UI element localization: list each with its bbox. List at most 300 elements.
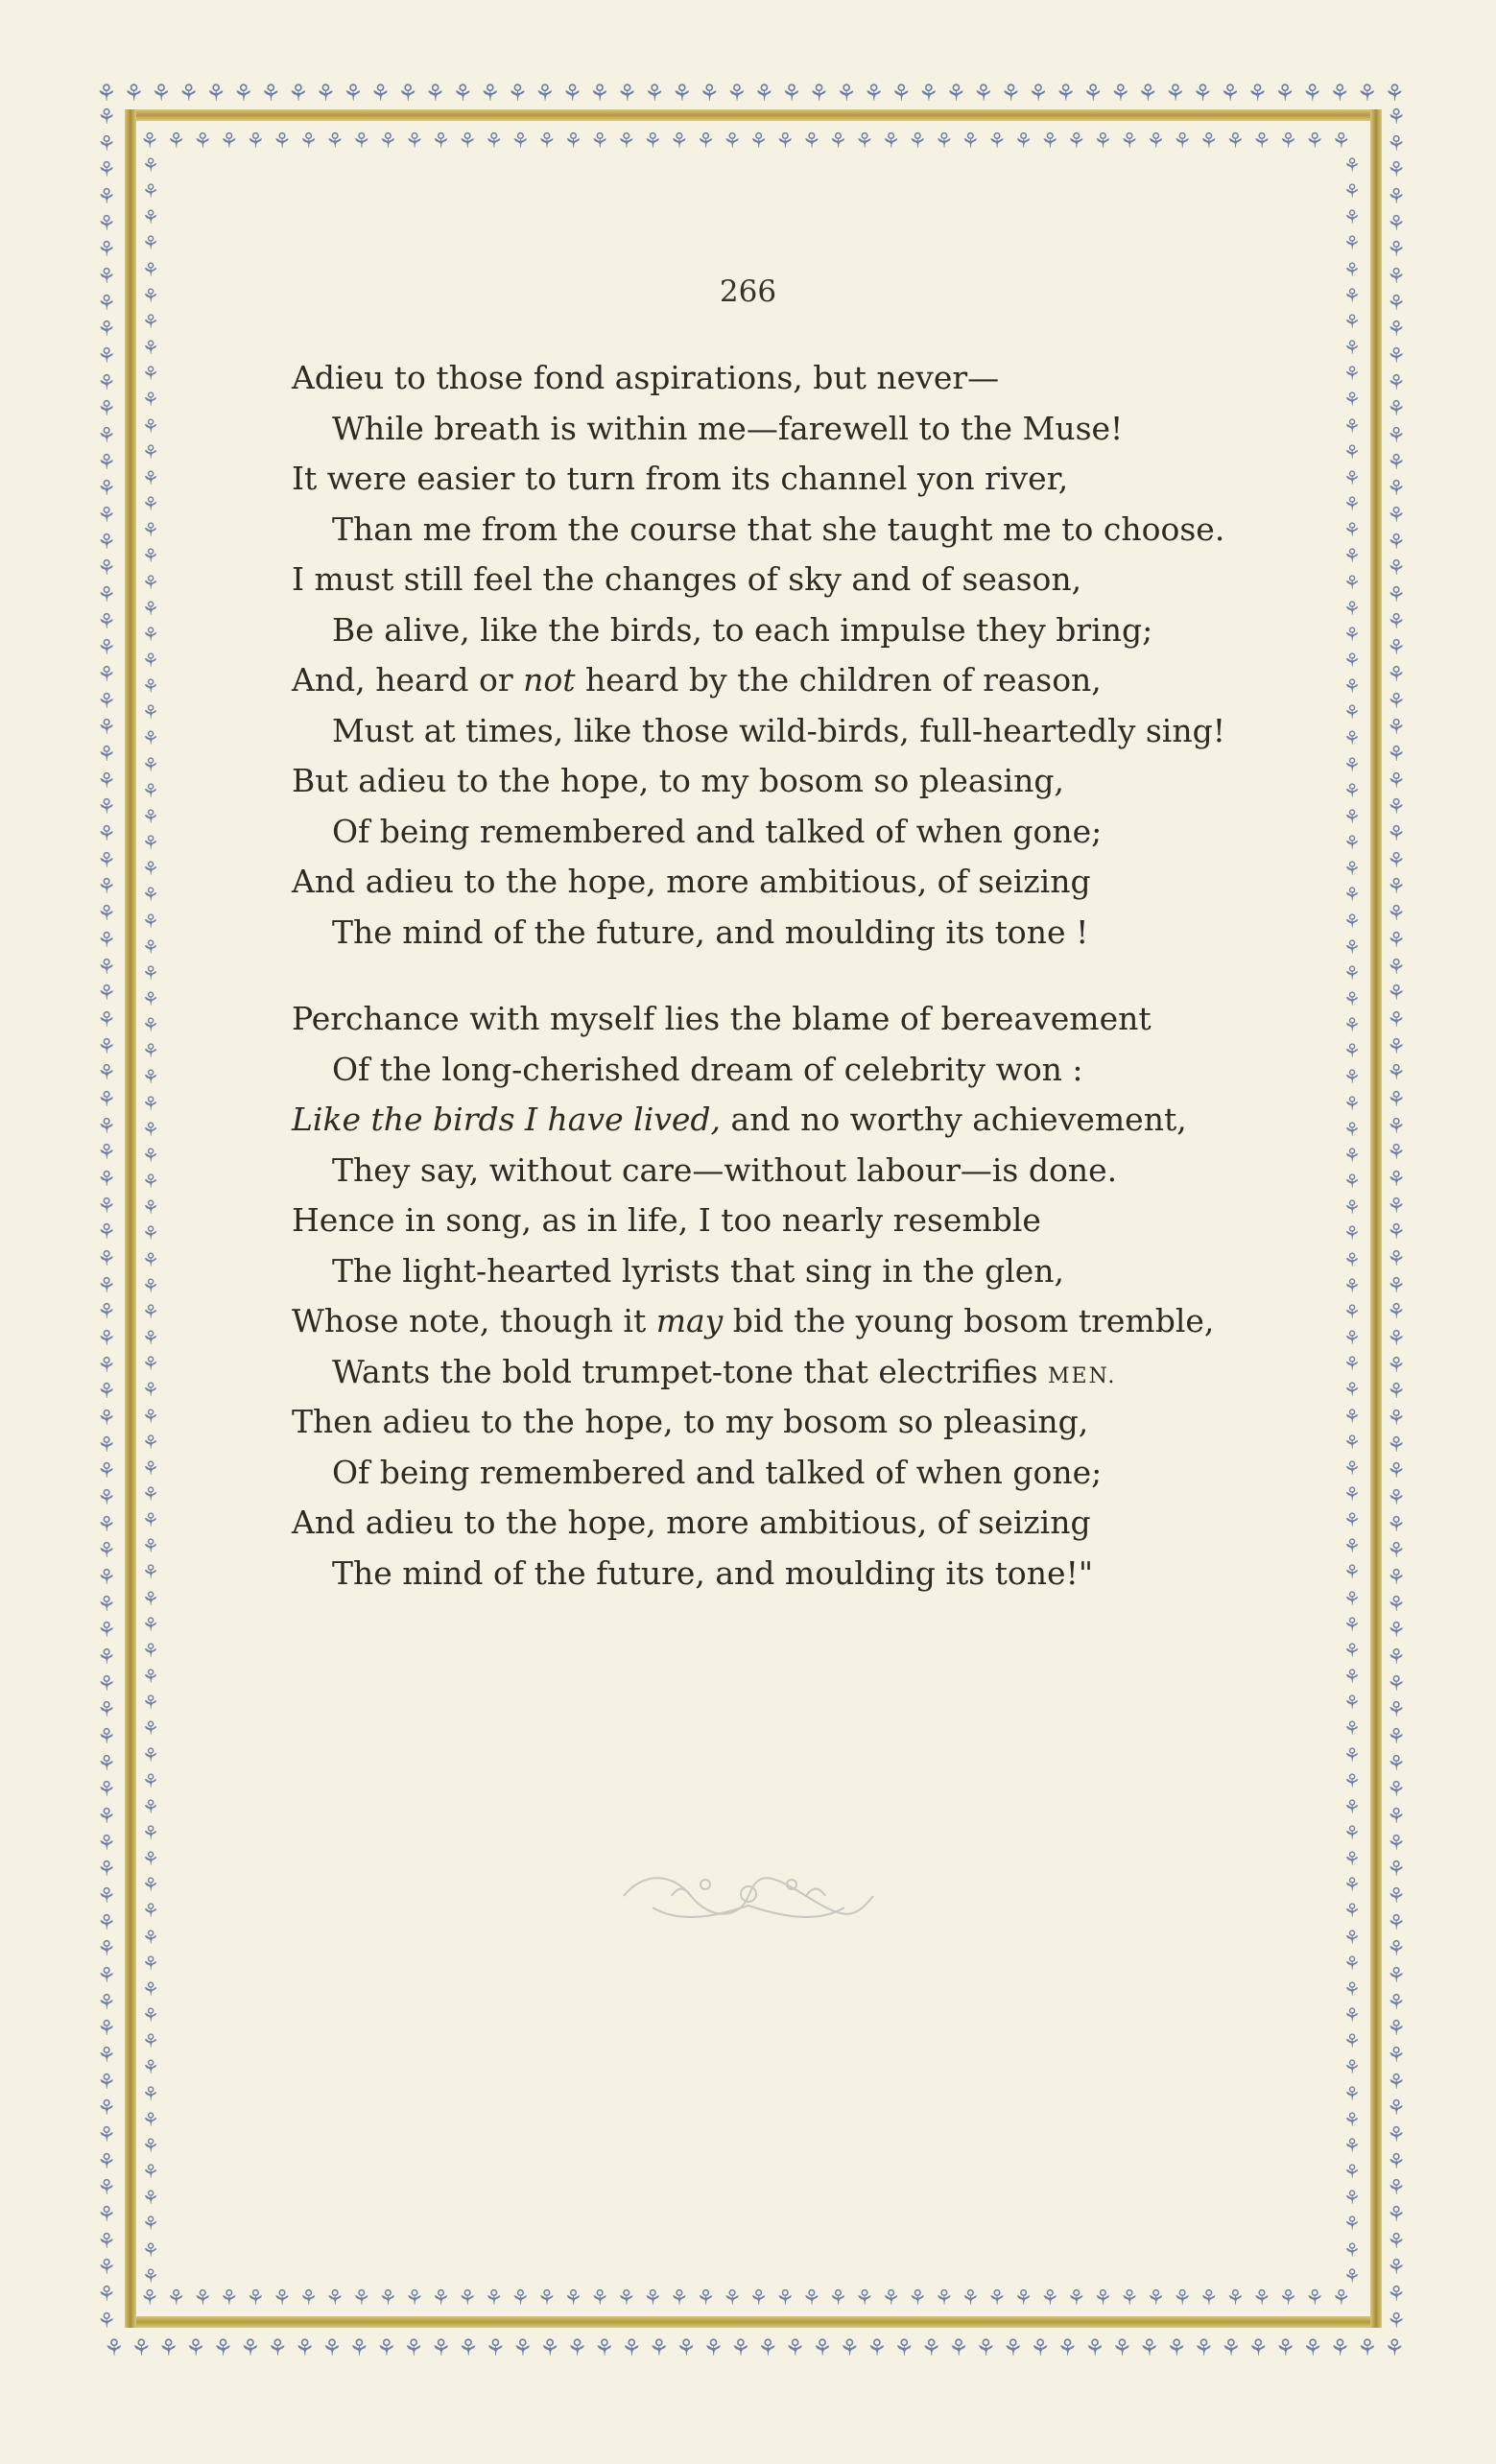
ornament-glyph-icon: ⚘ bbox=[1343, 1977, 1361, 2001]
ornament-glyph-icon: ⚘ bbox=[1199, 130, 1219, 154]
ornament-glyph-icon: ⚘ bbox=[1331, 2286, 1351, 2310]
ornament-glyph-icon: ⚘ bbox=[1387, 2256, 1406, 2281]
ornament-glyph-icon: ⚘ bbox=[908, 130, 927, 154]
ornament-glyph-icon: ⚘ bbox=[1387, 1698, 1406, 1723]
ornament-glyph-icon: ⚘ bbox=[566, 2334, 588, 2361]
ornament-glyph-icon: ⚘ bbox=[1387, 1114, 1406, 1139]
ornament-glyph-icon: ⚘ bbox=[1305, 2286, 1324, 2310]
ornament-glyph-icon: ⚘ bbox=[97, 1805, 116, 1829]
ornament-glyph-icon: ⚘ bbox=[142, 596, 159, 620]
gold-rule-right bbox=[1370, 109, 1382, 2328]
ornament-glyph-icon: ⚘ bbox=[1343, 987, 1361, 1010]
ornament-glyph-icon: ⚘ bbox=[97, 663, 116, 688]
ornament-glyph-icon: ⚘ bbox=[97, 1671, 116, 1696]
ornament-glyph-icon: ⚘ bbox=[1343, 1847, 1361, 1871]
ornament-glyph-icon: ⚘ bbox=[97, 158, 116, 183]
ornament-glyph-icon: ⚘ bbox=[511, 2334, 534, 2361]
ornament-glyph-icon: ⚘ bbox=[1137, 80, 1158, 107]
ornament-glyph-icon: ⚘ bbox=[97, 1831, 116, 1856]
ornament-glyph-icon: ⚘ bbox=[166, 130, 186, 154]
ornament-glyph-icon: ⚘ bbox=[934, 2286, 954, 2310]
ornament-glyph-icon: ⚘ bbox=[142, 1378, 159, 1402]
ornament-glyph-icon: ⚘ bbox=[142, 1456, 159, 1480]
ornament-glyph-icon: ⚘ bbox=[1387, 769, 1406, 794]
ornament-glyph-icon: ⚘ bbox=[961, 2286, 981, 2310]
ornament-glyph-icon: ⚘ bbox=[430, 2334, 452, 2361]
ornament-glyph-icon: ⚘ bbox=[1251, 2286, 1271, 2310]
ornament-glyph-icon: ⚘ bbox=[351, 2286, 371, 2310]
ornament-glyph-icon: ⚘ bbox=[1343, 414, 1361, 438]
ornament-glyph-icon: ⚘ bbox=[594, 2334, 615, 2361]
ornament-glyph-icon: ⚘ bbox=[142, 1508, 159, 1532]
ornament-glyph-icon: ⚘ bbox=[855, 130, 874, 154]
ornament-glyph-icon: ⚘ bbox=[1193, 2334, 1215, 2361]
ornament-glyph-icon: ⚘ bbox=[1343, 544, 1361, 568]
ornament-glyph-icon: ⚘ bbox=[97, 1406, 116, 1431]
ornament-glyph-icon: ⚘ bbox=[1343, 1013, 1361, 1037]
ornament-glyph-icon: ⚘ bbox=[1384, 2334, 1405, 2361]
ornament-glyph-icon: ⚘ bbox=[1343, 492, 1361, 516]
poem-body bbox=[292, 353, 1232, 1599]
ornament-glyph-icon: ⚘ bbox=[1387, 1273, 1406, 1298]
ornament-glyph-icon: ⚘ bbox=[142, 1091, 159, 1115]
ornament-glyph-icon: ⚘ bbox=[1343, 752, 1361, 776]
ornament-glyph-icon: ⚘ bbox=[1387, 424, 1406, 449]
gold-rule-bottom bbox=[125, 2316, 1382, 2328]
ornament-glyph-icon: ⚘ bbox=[1343, 1221, 1361, 1245]
ornament-glyph-icon: ⚘ bbox=[298, 2286, 319, 2310]
ornament-glyph-icon: ⚘ bbox=[397, 80, 418, 107]
ornament-glyph-icon: ⚘ bbox=[142, 648, 159, 672]
ornament-glyph-icon: ⚘ bbox=[97, 2149, 116, 2174]
ornament-glyph-icon: ⚘ bbox=[1387, 1326, 1406, 1351]
ornament-glyph-icon: ⚘ bbox=[142, 2133, 159, 2157]
ornament-glyph-icon: ⚘ bbox=[775, 2286, 795, 2310]
ornament-glyph-icon: ⚘ bbox=[1387, 1751, 1406, 1776]
ornament-glyph-icon: ⚘ bbox=[729, 2334, 751, 2361]
ornament-glyph-icon: ⚘ bbox=[1343, 1586, 1361, 1610]
ornament-glyph-icon: ⚘ bbox=[97, 1884, 116, 1909]
ornament-glyph-icon: ⚘ bbox=[1343, 1899, 1361, 1923]
ornament-glyph-icon: ⚘ bbox=[1387, 265, 1406, 290]
ornament-glyph-icon: ⚘ bbox=[1387, 848, 1406, 873]
ornament-glyph-icon: ⚘ bbox=[836, 80, 857, 107]
ornament-glyph-icon: ⚘ bbox=[1343, 283, 1361, 307]
ornament-glyph-icon: ⚘ bbox=[669, 2286, 689, 2310]
ornament-glyph-icon: ⚘ bbox=[142, 2160, 159, 2184]
ornament-glyph-icon: ⚘ bbox=[142, 700, 159, 724]
ornament-glyph-icon: ⚘ bbox=[1387, 1087, 1406, 1112]
ornament-glyph-icon: ⚘ bbox=[1343, 2029, 1361, 2053]
poem-line: Adieu to those fond aspirations, but never— bbox=[292, 359, 1000, 396]
ornament-glyph-icon: ⚘ bbox=[1343, 1691, 1361, 1715]
ornament-glyph-icon: ⚘ bbox=[142, 987, 159, 1010]
ornament-glyph-icon: ⚘ bbox=[1166, 2334, 1187, 2361]
ornament-glyph-icon: ⚘ bbox=[696, 130, 716, 154]
ornament-glyph-icon: ⚘ bbox=[563, 2286, 583, 2310]
poem-line: Of the long-cherished dream of celebrity won : bbox=[332, 1050, 1083, 1088]
ornament-glyph-icon: ⚘ bbox=[1066, 2286, 1086, 2310]
ornament-glyph-icon: ⚘ bbox=[142, 935, 159, 959]
ornament-glyph-icon: ⚘ bbox=[1225, 130, 1246, 154]
ornament-glyph-icon: ⚘ bbox=[1343, 596, 1361, 620]
ornament-glyph-icon: ⚘ bbox=[948, 2334, 969, 2361]
ornament-glyph-icon: ⚘ bbox=[534, 80, 556, 107]
ornament-glyph-icon: ⚘ bbox=[97, 1937, 116, 1962]
ornament-glyph-icon: ⚘ bbox=[1343, 257, 1361, 281]
ornament-glyph-icon: ⚘ bbox=[142, 439, 159, 463]
ornament-glyph-icon: ⚘ bbox=[1138, 2334, 1160, 2361]
ornament-glyph-icon: ⚘ bbox=[1387, 1964, 1406, 1989]
ornament-glyph-icon: ⚘ bbox=[97, 743, 116, 768]
ornament-glyph-icon: ⚘ bbox=[142, 1612, 159, 1636]
ornament-glyph-icon: ⚘ bbox=[97, 1858, 116, 1883]
ornament-glyph-icon: ⚘ bbox=[1387, 1034, 1406, 1059]
ornament-glyph-icon: ⚘ bbox=[97, 370, 116, 395]
ornament-glyph-icon: ⚘ bbox=[1387, 185, 1406, 210]
ornament-glyph-icon: ⚘ bbox=[97, 928, 116, 953]
ornament-glyph-icon: ⚘ bbox=[1387, 716, 1406, 741]
ornament-glyph-icon: ⚘ bbox=[1387, 158, 1406, 183]
ornament-glyph-icon: ⚘ bbox=[142, 1039, 159, 1063]
ornament-glyph-icon: ⚘ bbox=[97, 902, 116, 927]
ornament-glyph-icon: ⚘ bbox=[1066, 130, 1086, 154]
ornament-glyph-icon: ⚘ bbox=[97, 716, 116, 741]
ornament-glyph-icon: ⚘ bbox=[536, 2286, 557, 2310]
ornament-border-bottom-outer bbox=[104, 2334, 1405, 2362]
ornament-glyph-icon: ⚘ bbox=[1221, 2334, 1242, 2361]
ornament-glyph-icon: ⚘ bbox=[1343, 465, 1361, 489]
ornament-glyph-icon: ⚘ bbox=[142, 1534, 159, 1558]
ornament-glyph-icon: ⚘ bbox=[1343, 336, 1361, 360]
ornament-glyph-icon: ⚘ bbox=[1343, 2107, 1361, 2131]
ornament-glyph-icon: ⚘ bbox=[378, 130, 398, 154]
ornament-glyph-icon: ⚘ bbox=[1343, 1299, 1361, 1323]
ornament-glyph-icon: ⚘ bbox=[1343, 883, 1361, 907]
ornament-glyph-icon: ⚘ bbox=[193, 130, 212, 154]
ornament-glyph-icon: ⚘ bbox=[485, 2334, 506, 2361]
ornament-glyph-icon: ⚘ bbox=[1343, 1430, 1361, 1454]
ornament-glyph-icon: ⚘ bbox=[142, 831, 159, 855]
ornament-glyph-icon: ⚘ bbox=[97, 875, 116, 900]
ornament-glyph-icon: ⚘ bbox=[325, 2286, 344, 2310]
ornament-glyph-icon: ⚘ bbox=[1013, 2286, 1033, 2310]
ornament-glyph-icon: ⚘ bbox=[1343, 309, 1361, 333]
ornament-glyph-icon: ⚘ bbox=[97, 1619, 116, 1644]
ornament-glyph-icon: ⚘ bbox=[97, 291, 116, 316]
ornament-glyph-icon: ⚘ bbox=[142, 257, 159, 281]
ornament-glyph-icon: ⚘ bbox=[424, 80, 446, 107]
ornament-glyph-icon: ⚘ bbox=[1040, 2286, 1059, 2310]
ornament-glyph-icon: ⚘ bbox=[97, 982, 116, 1007]
ornament-border-left-outer bbox=[92, 107, 121, 2334]
poem-line: And adieu to the hope, more ambitious, of seizing bbox=[292, 863, 1091, 900]
ornament-glyph-icon: ⚘ bbox=[431, 2286, 451, 2310]
ornament-glyph-icon: ⚘ bbox=[97, 238, 116, 263]
ornament-glyph-icon: ⚘ bbox=[1387, 2203, 1406, 2228]
ornament-glyph-icon: ⚘ bbox=[1343, 2238, 1361, 2262]
ornament-glyph-icon: ⚘ bbox=[987, 2286, 1007, 2310]
ornament-glyph-icon: ⚘ bbox=[893, 2334, 914, 2361]
ornament-glyph-icon: ⚘ bbox=[1199, 2286, 1219, 2310]
ornament-glyph-icon: ⚘ bbox=[97, 1114, 116, 1139]
ornament-glyph-icon: ⚘ bbox=[142, 1768, 159, 1792]
ornament-glyph-icon: ⚘ bbox=[1387, 291, 1406, 316]
ornament-glyph-icon: ⚘ bbox=[1387, 1910, 1406, 1935]
ornament-glyph-icon: ⚘ bbox=[1013, 130, 1033, 154]
ornament-glyph-icon: ⚘ bbox=[142, 1299, 159, 1323]
ornament-glyph-icon: ⚘ bbox=[142, 1821, 159, 1844]
ornament-glyph-icon: ⚘ bbox=[404, 2286, 424, 2310]
ornament-glyph-icon: ⚘ bbox=[1387, 1645, 1406, 1670]
poem-line: I must still feel the changes of sky and of season, bbox=[292, 560, 1082, 598]
ornament-glyph-icon: ⚘ bbox=[1387, 450, 1406, 475]
ornament-glyph-icon: ⚘ bbox=[97, 131, 116, 156]
ornament-glyph-icon: ⚘ bbox=[142, 1560, 159, 1584]
ornament-glyph-icon: ⚘ bbox=[1387, 1831, 1406, 1856]
ornament-glyph-icon: ⚘ bbox=[97, 822, 116, 847]
ornament-glyph-icon: ⚘ bbox=[142, 205, 159, 229]
ornament-glyph-icon: ⚘ bbox=[97, 185, 116, 210]
ornament-glyph-icon: ⚘ bbox=[97, 1778, 116, 1803]
poem-line: The mind of the future, and moulding its tone ! bbox=[332, 912, 1089, 951]
ornament-glyph-icon: ⚘ bbox=[1387, 238, 1406, 263]
ornament-glyph-icon: ⚘ bbox=[1343, 1821, 1361, 1844]
ornament-glyph-icon: ⚘ bbox=[1387, 1724, 1406, 1749]
ornament-glyph-icon: ⚘ bbox=[1387, 663, 1406, 688]
ornament-glyph-icon: ⚘ bbox=[1343, 1456, 1361, 1480]
ornament-glyph-icon: ⚘ bbox=[142, 1899, 159, 1923]
ornament-glyph-icon: ⚘ bbox=[1356, 80, 1378, 107]
ornament-glyph-icon: ⚘ bbox=[1220, 80, 1241, 107]
ornament-glyph-icon: ⚘ bbox=[1082, 80, 1104, 107]
stanza bbox=[292, 994, 1232, 1599]
ornament-glyph-icon: ⚘ bbox=[1343, 2133, 1361, 2157]
ornament-glyph-icon: ⚘ bbox=[142, 1977, 159, 2001]
ornament-glyph-icon: ⚘ bbox=[881, 2286, 901, 2310]
ornament-glyph-icon: ⚘ bbox=[1387, 2283, 1406, 2308]
ornament-glyph-icon: ⚘ bbox=[1387, 928, 1406, 953]
ornament-glyph-icon: ⚘ bbox=[142, 1925, 159, 1949]
ornament-glyph-icon: ⚘ bbox=[1343, 1873, 1361, 1897]
poem-line: They say, without care—without labour—is done. bbox=[332, 1150, 1118, 1189]
ornament-glyph-icon: ⚘ bbox=[1387, 318, 1406, 343]
ornament-glyph-icon: ⚘ bbox=[142, 2107, 159, 2131]
ornament-glyph-icon: ⚘ bbox=[142, 518, 159, 542]
ornament-glyph-icon: ⚘ bbox=[97, 504, 116, 529]
ornament-glyph-icon: ⚘ bbox=[142, 1873, 159, 1897]
ornament-glyph-icon: ⚘ bbox=[1387, 822, 1406, 847]
ornament-glyph-icon: ⚘ bbox=[1343, 1534, 1361, 1558]
ornament-glyph-icon: ⚘ bbox=[801, 2286, 821, 2310]
ornament-glyph-icon: ⚘ bbox=[1343, 205, 1361, 229]
ornament-glyph-icon: ⚘ bbox=[97, 2017, 116, 2042]
poem-line bbox=[292, 1095, 1232, 1146]
ornament-glyph-icon: ⚘ bbox=[97, 530, 116, 555]
ornament-glyph-icon: ⚘ bbox=[97, 1724, 116, 1749]
ornament-glyph-icon: ⚘ bbox=[97, 2070, 116, 2095]
ornament-glyph-icon: ⚘ bbox=[142, 1404, 159, 1428]
ornament-glyph-icon: ⚘ bbox=[246, 2286, 266, 2310]
ornament-glyph-icon: ⚘ bbox=[1343, 231, 1361, 255]
ornament-glyph-icon: ⚘ bbox=[539, 2334, 560, 2361]
ornament-border-right-inner bbox=[1340, 155, 1365, 2286]
ornament-glyph-icon: ⚘ bbox=[97, 2203, 116, 2228]
ornament-glyph-icon: ⚘ bbox=[1343, 1143, 1361, 1167]
ornament-border-right-outer bbox=[1382, 107, 1411, 2334]
ornament-glyph-icon: ⚘ bbox=[1387, 982, 1406, 1007]
ornament-glyph-icon: ⚘ bbox=[1173, 130, 1192, 154]
ornament-glyph-icon: ⚘ bbox=[142, 2212, 159, 2236]
ornament-glyph-icon: ⚘ bbox=[97, 609, 116, 634]
ornament-glyph-icon: ⚘ bbox=[1387, 397, 1406, 422]
ornament-glyph-icon: ⚘ bbox=[142, 2055, 159, 2079]
ornament-glyph-icon: ⚘ bbox=[1387, 2149, 1406, 2174]
ornament-glyph-icon: ⚘ bbox=[1057, 2334, 1079, 2361]
ornament-glyph-icon: ⚘ bbox=[563, 130, 583, 154]
ornament-glyph-icon: ⚘ bbox=[97, 636, 116, 661]
ornament-glyph-icon: ⚘ bbox=[142, 1638, 159, 1662]
ornament-glyph-icon: ⚘ bbox=[863, 80, 885, 107]
ornament-glyph-icon: ⚘ bbox=[1387, 2044, 1406, 2069]
ornament-glyph-icon: ⚘ bbox=[1387, 1061, 1406, 1086]
ornament-glyph-icon: ⚘ bbox=[616, 2286, 636, 2310]
ornament-glyph-icon: ⚘ bbox=[97, 424, 116, 449]
ornament-glyph-icon: ⚘ bbox=[142, 2029, 159, 2053]
ornament-glyph-icon: ⚘ bbox=[1343, 155, 1361, 177]
ornament-glyph-icon: ⚘ bbox=[458, 2286, 477, 2310]
ornament-glyph-icon: ⚘ bbox=[142, 883, 159, 907]
ornament-glyph-icon: ⚘ bbox=[975, 2334, 997, 2361]
ornament-glyph-icon: ⚘ bbox=[1387, 2097, 1406, 2121]
ornament-glyph-icon: ⚘ bbox=[1384, 80, 1405, 107]
ornament-glyph-icon: ⚘ bbox=[1387, 1858, 1406, 1883]
ornament-glyph-icon: ⚘ bbox=[723, 2286, 742, 2310]
ornament-glyph-icon: ⚘ bbox=[1343, 622, 1361, 646]
ornament-glyph-icon: ⚘ bbox=[97, 795, 116, 820]
ornament-border-left-inner bbox=[138, 155, 163, 2286]
ornament-glyph-icon: ⚘ bbox=[97, 1433, 116, 1457]
ornament-glyph-icon: ⚘ bbox=[1040, 130, 1059, 154]
ornament-glyph-icon: ⚘ bbox=[97, 583, 116, 608]
ornament-glyph-icon: ⚘ bbox=[142, 231, 159, 255]
ornament-glyph-icon: ⚘ bbox=[1225, 2286, 1246, 2310]
ornament-glyph-icon: ⚘ bbox=[142, 1170, 159, 1194]
ornament-glyph-icon: ⚘ bbox=[855, 2286, 874, 2310]
ornament-glyph-icon: ⚘ bbox=[142, 960, 159, 984]
ornament-glyph-icon: ⚘ bbox=[511, 2286, 531, 2310]
poem-line: And adieu to the hope, more ambitious, of seizing bbox=[292, 1504, 1091, 1541]
ornament-glyph-icon: ⚘ bbox=[97, 2229, 116, 2254]
ornament-glyph-icon: ⚘ bbox=[378, 2286, 398, 2310]
ornament-glyph-icon: ⚘ bbox=[934, 130, 954, 154]
ornament-glyph-icon: ⚘ bbox=[1387, 2017, 1406, 2042]
ornament-glyph-icon: ⚘ bbox=[97, 1698, 116, 1723]
ornament-glyph-icon: ⚘ bbox=[142, 1951, 159, 1975]
ornament-glyph-icon: ⚘ bbox=[1343, 1951, 1361, 1975]
ornament-glyph-icon: ⚘ bbox=[1356, 2334, 1378, 2361]
ornament-glyph-icon: ⚘ bbox=[1387, 1805, 1406, 1829]
ornament-glyph-icon: ⚘ bbox=[97, 397, 116, 422]
ornament-glyph-icon: ⚘ bbox=[1343, 2003, 1361, 2027]
ornament-glyph-icon: ⚘ bbox=[748, 130, 769, 154]
ornament-glyph-icon: ⚘ bbox=[890, 80, 912, 107]
ornament-glyph-icon: ⚘ bbox=[185, 2334, 206, 2361]
ornament-glyph-icon: ⚘ bbox=[479, 80, 501, 107]
ornament-glyph-icon: ⚘ bbox=[511, 130, 531, 154]
ornament-glyph-icon: ⚘ bbox=[1387, 955, 1406, 980]
ornament-glyph-icon: ⚘ bbox=[142, 2238, 159, 2262]
ornament-glyph-icon: ⚘ bbox=[1343, 2081, 1361, 2105]
ornament-glyph-icon: ⚘ bbox=[142, 2263, 159, 2286]
ornament-glyph-icon: ⚘ bbox=[1387, 131, 1406, 156]
ornament-glyph-icon: ⚘ bbox=[1343, 570, 1361, 594]
ornament-glyph-icon: ⚘ bbox=[1173, 2286, 1192, 2310]
ornament-glyph-icon: ⚘ bbox=[142, 362, 159, 386]
ornament-glyph-icon: ⚘ bbox=[671, 80, 693, 107]
ornament-glyph-icon: ⚘ bbox=[702, 2334, 724, 2361]
ornament-glyph-icon: ⚘ bbox=[97, 1751, 116, 1776]
ornament-glyph-icon: ⚘ bbox=[97, 1167, 116, 1192]
ornament-glyph-icon: ⚘ bbox=[1387, 344, 1406, 369]
ornament-glyph-icon: ⚘ bbox=[1030, 2334, 1051, 2361]
ornament-glyph-icon: ⚘ bbox=[142, 1247, 159, 1271]
ornament-glyph-icon: ⚘ bbox=[1002, 2334, 1024, 2361]
ornament-glyph-icon: ⚘ bbox=[1387, 107, 1406, 130]
ornament-glyph-icon: ⚘ bbox=[369, 80, 392, 107]
poem-line-small-caps: MEN. bbox=[1048, 1363, 1117, 1388]
ornament-glyph-icon: ⚘ bbox=[589, 80, 610, 107]
ornament-glyph-icon: ⚘ bbox=[97, 1990, 116, 2015]
ornament-glyph-icon: ⚘ bbox=[178, 80, 200, 107]
ornament-glyph-icon: ⚘ bbox=[294, 2334, 316, 2361]
ornament-glyph-icon: ⚘ bbox=[1343, 1404, 1361, 1428]
ornament-glyph-icon: ⚘ bbox=[1251, 130, 1271, 154]
ornament-glyph-icon: ⚘ bbox=[452, 80, 473, 107]
ornament-glyph-icon: ⚘ bbox=[1387, 1433, 1406, 1457]
ornament-glyph-icon: ⚘ bbox=[142, 1065, 159, 1089]
ornament-glyph-icon: ⚘ bbox=[97, 1512, 116, 1537]
ornament-glyph-icon: ⚘ bbox=[321, 2334, 343, 2361]
ornament-glyph-icon: ⚘ bbox=[1387, 1300, 1406, 1325]
ornament-glyph-icon: ⚘ bbox=[1274, 80, 1295, 107]
ornament-glyph-icon: ⚘ bbox=[828, 130, 848, 154]
ornament-glyph-icon: ⚘ bbox=[142, 752, 159, 776]
ornament-glyph-icon: ⚘ bbox=[1387, 636, 1406, 661]
ornament-glyph-icon: ⚘ bbox=[1343, 1352, 1361, 1376]
ornament-glyph-icon: ⚘ bbox=[458, 130, 477, 154]
ornament-glyph-icon: ⚘ bbox=[748, 2286, 769, 2310]
ornament-glyph-icon: ⚘ bbox=[97, 2123, 116, 2148]
ornament-glyph-icon: ⚘ bbox=[917, 80, 939, 107]
ornament-glyph-icon: ⚘ bbox=[1146, 130, 1166, 154]
poem-line-text: bid the young bosom tremble, bbox=[723, 1302, 1215, 1339]
ornament-glyph-icon: ⚘ bbox=[1109, 80, 1131, 107]
ornament-glyph-icon: ⚘ bbox=[142, 388, 159, 412]
poem-line: Then adieu to the hope, to my bosom so pleasing, bbox=[292, 1403, 1089, 1440]
ornament-glyph-icon: ⚘ bbox=[1387, 504, 1406, 529]
ornament-glyph-icon: ⚘ bbox=[1343, 1117, 1361, 1141]
ornament-glyph-icon: ⚘ bbox=[142, 283, 159, 307]
ornament-glyph-icon: ⚘ bbox=[97, 2097, 116, 2121]
ornament-glyph-icon: ⚘ bbox=[1343, 1326, 1361, 1350]
ornament-glyph-icon: ⚘ bbox=[987, 130, 1007, 154]
ornament-glyph-icon: ⚘ bbox=[536, 130, 557, 154]
ornament-glyph-icon: ⚘ bbox=[1329, 80, 1350, 107]
ornament-glyph-icon: ⚘ bbox=[1343, 1768, 1361, 1792]
ornament-glyph-icon: ⚘ bbox=[142, 570, 159, 594]
ornament-glyph-icon: ⚘ bbox=[828, 2286, 848, 2310]
